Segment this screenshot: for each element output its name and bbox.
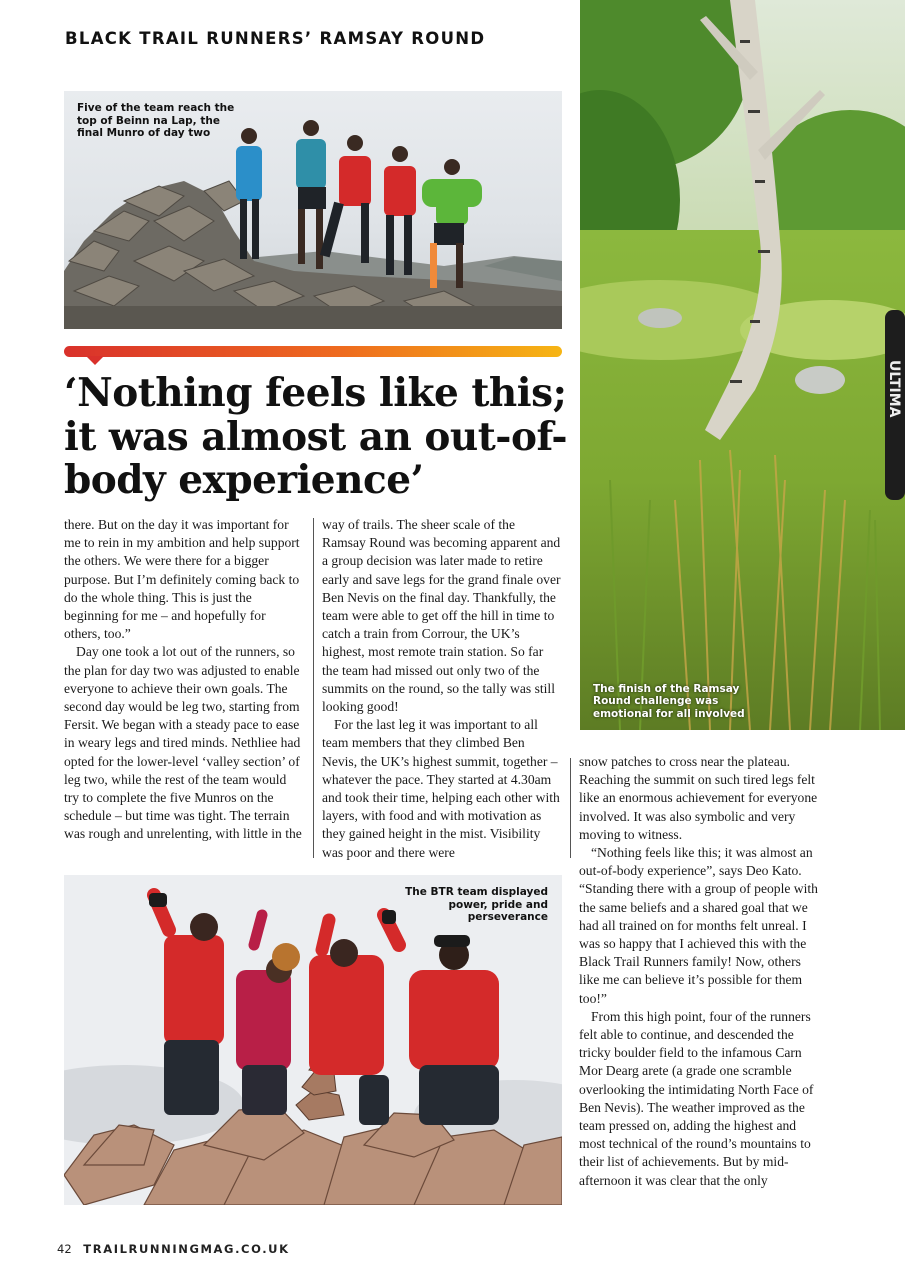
headline-rule-pointer xyxy=(86,356,104,365)
paragraph: there. But on the day it was important for me to rein in my ambition and help support the others. We were there for a bigger purpose. But I’m definitely coming back to do the whole thing. This is just the beginning for me – and hopefully for others, too.” xyxy=(64,517,300,642)
column-divider xyxy=(313,518,314,858)
body-column-3 xyxy=(579,753,819,1190)
body-column-1 xyxy=(64,516,304,844)
finish-trail-photo xyxy=(580,0,905,730)
svg-text:ULTIMA: ULTIMA xyxy=(886,360,902,418)
summit-group-photo xyxy=(64,91,562,329)
finish-photo-caption: The finish of the Ramsay Round challenge was emotional for all involved xyxy=(593,682,745,720)
body-column-2 xyxy=(322,516,562,862)
paragraph: snow patches to cross near the plateau. Reaching the summit on such tired legs felt like an enormous achievement for everyone involved. It was also symbolic and very moving to witness. xyxy=(579,754,818,842)
paragraph: From this high point, four of the runners felt able to continue, and descended the tricky boulder field to the infamous Carn Mor Dearg arete (a grade one scramble overlooking the intimidating North Face of Ben Nevis). The weather improved as the team pressed on, adding the highest and most technical of the round’s mountains to their list of achievements. But by mid-afternoon it was clear that the only xyxy=(579,1008,814,1188)
section-kicker: BLACK TRAIL RUNNERS’ RAMSAY ROUND xyxy=(65,29,486,48)
team-photo-caption: The BTR team displayed power, pride and perseverance xyxy=(405,886,548,923)
paragraph: Day one took a lot out of the runners, so the plan for day two was adjusted to enable everyone to achieve their own goals. The second day would be leg two, starting from Fersit. We began with a steady pace to ease in weary legs and tired minds. Nethliee had opted for the lower-level ‘valley section’ of leg two, while the rest of the team would try to complete the five Munros on the schedule – but time was tight. The terrain was rough and unrelenting, with little in the xyxy=(64,644,302,842)
page-footer xyxy=(57,1242,290,1256)
paragraph: For the last leg it was important to all team members that they climbed Ben Nevis, the UK’s highest summit, together – whatever the pace. They started at 4.30am and took their time, helping each other with layers, with food and with motivation as they gained height in the mist. Visibility was poor and there were xyxy=(322,717,560,860)
trail-photo-art xyxy=(580,0,905,730)
headline: ‘Nothing feels like this; it was almost an out-of-body experience’ xyxy=(64,370,568,503)
headline-rule xyxy=(64,346,562,357)
paragraph: “Nothing feels like this; it was almost an out-of-body experience”, says Deo Kato. “Standing there with a group of people with the same beliefs and a shared goal that we had all trained on for months felt unreal. I was so happy that I achieved this with the Black Trail Runners family! Now, others like me can believe it’s possible for them too!” xyxy=(579,845,818,1006)
summit-photo-caption: Five of the team reach the top of Beinn na Lap, the final Munro of day two xyxy=(77,102,235,139)
column-divider xyxy=(570,758,571,858)
btr-team-photo xyxy=(64,875,562,1205)
team-photo-art xyxy=(64,875,562,1205)
magazine-website: TRAILRUNNINGMAG.CO.UK xyxy=(83,1242,290,1256)
paragraph: way of trails. The sheer scale of the Ramsay Round was becoming apparent and a group decision was later made to retire early and save legs for the grand finale over Ben Nevis on the final day. Thankfully, the team were able to get off the hill in time to catch a train from Corrour, the UK’s highest, most remote train station. So far the team had missed out only two of the summits on the round, so the tally was still looking good! xyxy=(322,517,561,715)
page-number: 42 xyxy=(57,1242,72,1256)
